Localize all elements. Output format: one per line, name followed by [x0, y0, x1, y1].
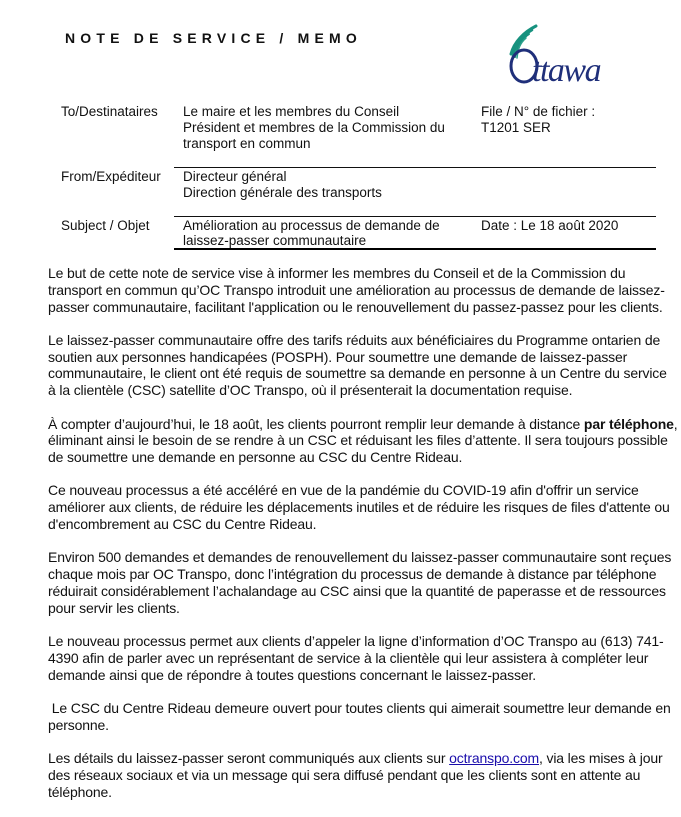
ottawa-wave-icon [502, 24, 642, 86]
bold-text: par téléphone [583, 415, 674, 432]
paragraph: Ce nouveau processus a été accéléré en vue de la pandémie du COVID-19 afin d'offrir un service améliorer aux clients, de réduire les déplacements inutiles et de réduire les risques de files d'attente ou d'encombrement au CSC du Centre Rideau. [48, 482, 670, 533]
to-line-1: Le maire et les membres du Conseil [183, 104, 400, 119]
paragraph: Le but de cette note de service vise à informer les membres du Conseil et de la Commission du transport en commun qu’OC Transpo introduit une amélioration au processus de demande de laissez-passer communautaire, facilitant l'application ou le renouvellement du passez-passez pour les clients. [48, 265, 665, 315]
divider-line-thick [174, 248, 656, 250]
date-label: Date : Le 18 août 2020 [481, 218, 619, 233]
paragraph [48, 416, 678, 466]
paragraph: Le CSC du Centre Rideau demeure ouvert pour toutes clients qui aimerait soumettre leur demande en personne. [48, 699, 675, 733]
to-line-2: Président et membres de la Commission du [183, 120, 445, 135]
subject-label: Subject / Objet [61, 218, 150, 233]
paragraph [48, 750, 678, 800]
paragraph: Le laissez-passer communautaire offre des tarifs réduits aux bénéficiaires du Programme ontarien de soutien aux personnes handicapées (POSPH). Pour soumettre une demande de laissez-passer communautaire, le client ont été requis de soumettre sa demande en personne à un Centre du service à la clientèle (CSC) satellite d’OC Transpo, où il présenterait la documentation requise. [48, 331, 667, 399]
paragraph-text: , éliminant ainsi le besoin de se rendre à un CSC et réduisant les files d’attente. Il sera toujours possible de soumettre une demande en personne au CSC du Centre Rideau. [48, 415, 678, 466]
ottawa-logo [502, 24, 642, 86]
divider-line [174, 216, 656, 217]
subject-line-1: Amélioration au processus de demande de [183, 218, 440, 233]
octranspo-link[interactable]: octranspo.com [449, 750, 539, 767]
divider-line [174, 167, 656, 168]
to-line-3: transport en commun [183, 136, 311, 151]
to-label: To/Destinataires [61, 104, 158, 119]
memo-body [48, 265, 678, 817]
from-line-2: Direction générale des transports [183, 185, 382, 200]
paragraph: Environ 500 demandes et demandes de renouvellement du laissez-passer communautaire sont reçues chaque mois par OC Transpo, donc l’intégration du processus de demande à distance par téléphone réduirait considérablement l’achalandage au CSC ainsi que la quantité de paperasse et de ressources pour servir les clients. [48, 549, 672, 616]
paragraph-text: , via les mises à jour des réseaux sociaux et via un message qui sera diffusé pendant que les clients sont en attente au téléphone. [48, 750, 663, 800]
from-label: From/Expéditeur [61, 169, 161, 184]
from-line-1: Directeur général [183, 169, 287, 184]
file-label: File / N° de fichier : [481, 104, 596, 119]
paragraph-text: Les détails du laissez-passer seront communiqués aux clients sur [48, 750, 450, 767]
paragraph: Le nouveau processus permet aux clients d’appeler la ligne d’information d’OC Transpo au (613) 741-4390 afin de parler avec un représentant de service à la clientèle qui leur assistera à compléter leur demande ainsi que de répondre à toutes questions concernant le laissez-passer. [48, 633, 664, 683]
logo-text: ttawa [532, 52, 601, 86]
paragraph-text: À compter d’aujourd’hui, le 18 août, les clients pourront remplir leur demande à distance [48, 415, 584, 432]
file-number: T1201 SER [481, 120, 551, 135]
memo-title: NOTE DE SERVICE / MEMO [65, 30, 362, 46]
subject-line-2: laissez-passer communautaire [183, 233, 367, 248]
